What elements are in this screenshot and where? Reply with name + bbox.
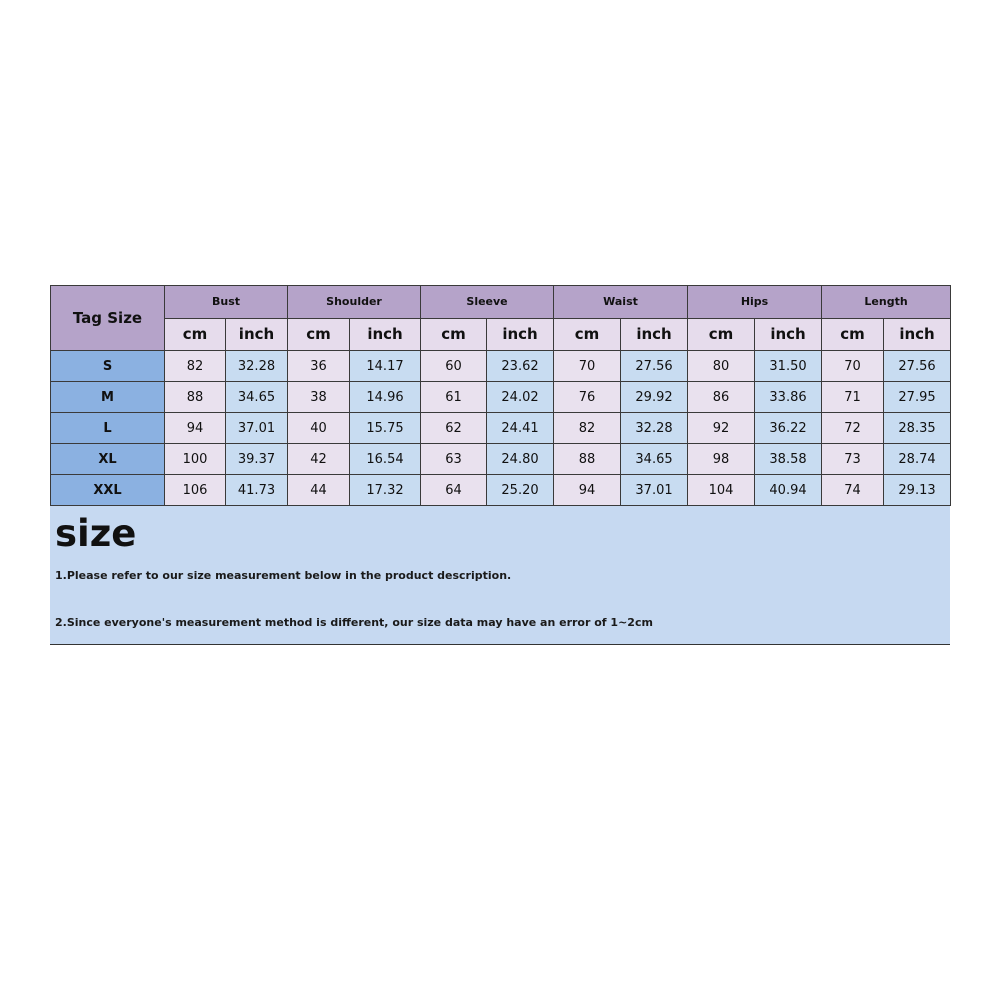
notes-title: size xyxy=(55,512,137,555)
cm-value-cell: 100 xyxy=(165,444,226,475)
unit-inch-header: inch xyxy=(226,318,288,351)
inch-value-cell: 17.32 xyxy=(350,475,421,506)
cm-value-cell: 98 xyxy=(688,444,755,475)
group-header-hips: Hips xyxy=(688,286,822,319)
cm-value-cell: 86 xyxy=(688,382,755,413)
inch-value-cell: 24.41 xyxy=(487,413,554,444)
unit-inch-header: inch xyxy=(487,318,554,351)
inch-value-cell: 36.22 xyxy=(755,413,822,444)
cm-value-cell: 60 xyxy=(421,351,487,382)
unit-cm-header: cm xyxy=(822,318,884,351)
group-header-waist: Waist xyxy=(554,286,688,319)
cm-value-cell: 36 xyxy=(288,351,350,382)
cm-value-cell: 94 xyxy=(165,413,226,444)
inch-value-cell: 28.74 xyxy=(884,444,951,475)
inch-value-cell: 27.56 xyxy=(884,351,951,382)
cm-value-cell: 62 xyxy=(421,413,487,444)
cm-value-cell: 94 xyxy=(554,475,621,506)
inch-value-cell: 14.17 xyxy=(350,351,421,382)
note-line-1: 1.Please refer to our size measurement below in the product description. xyxy=(55,569,512,582)
cm-value-cell: 92 xyxy=(688,413,755,444)
inch-value-cell: 24.80 xyxy=(487,444,554,475)
cm-value-cell: 44 xyxy=(288,475,350,506)
inch-value-cell: 34.65 xyxy=(621,444,688,475)
unit-cm-header: cm xyxy=(288,318,350,351)
group-header-sleeve: Sleeve xyxy=(421,286,554,319)
inch-value-cell: 37.01 xyxy=(621,475,688,506)
size-label: M xyxy=(51,382,165,413)
unit-inch-header: inch xyxy=(621,318,688,351)
inch-value-cell: 40.94 xyxy=(755,475,822,506)
inch-value-cell: 28.35 xyxy=(884,413,951,444)
note-line-2: 2.Since everyone's measurement method is different, our size data may have an error of 1~2cm xyxy=(55,616,653,629)
unit-header-row xyxy=(51,318,951,351)
cm-value-cell: 73 xyxy=(822,444,884,475)
inch-value-cell: 33.86 xyxy=(755,382,822,413)
unit-cm-header: cm xyxy=(688,318,755,351)
inch-value-cell: 27.95 xyxy=(884,382,951,413)
cm-value-cell: 82 xyxy=(554,413,621,444)
cm-value-cell: 74 xyxy=(822,475,884,506)
cm-value-cell: 106 xyxy=(165,475,226,506)
table-row xyxy=(51,413,951,444)
unit-cm-header: cm xyxy=(165,318,226,351)
size-label: XXL xyxy=(51,475,165,506)
size-label: L xyxy=(51,413,165,444)
group-header-bust: Bust xyxy=(165,286,288,319)
table-row xyxy=(51,351,951,382)
size-table xyxy=(50,285,951,506)
inch-value-cell: 15.75 xyxy=(350,413,421,444)
inch-value-cell: 23.62 xyxy=(487,351,554,382)
size-notes-panel xyxy=(50,506,950,645)
inch-value-cell: 39.37 xyxy=(226,444,288,475)
inch-value-cell: 34.65 xyxy=(226,382,288,413)
inch-value-cell: 27.56 xyxy=(621,351,688,382)
group-header-shoulder: Shoulder xyxy=(288,286,421,319)
inch-value-cell: 37.01 xyxy=(226,413,288,444)
inch-value-cell: 29.92 xyxy=(621,382,688,413)
cm-value-cell: 63 xyxy=(421,444,487,475)
table-row xyxy=(51,382,951,413)
cm-value-cell: 40 xyxy=(288,413,350,444)
tag-size-header: Tag Size xyxy=(51,286,165,351)
size-table-body xyxy=(51,351,951,506)
cm-value-cell: 64 xyxy=(421,475,487,506)
inch-value-cell: 32.28 xyxy=(621,413,688,444)
cm-value-cell: 88 xyxy=(554,444,621,475)
unit-cm-header: cm xyxy=(421,318,487,351)
table-row xyxy=(51,444,951,475)
inch-value-cell: 31.50 xyxy=(755,351,822,382)
inch-value-cell: 16.54 xyxy=(350,444,421,475)
unit-cm-header: cm xyxy=(554,318,621,351)
unit-inch-header: inch xyxy=(350,318,421,351)
cm-value-cell: 80 xyxy=(688,351,755,382)
unit-inch-header: inch xyxy=(755,318,822,351)
inch-value-cell: 29.13 xyxy=(884,475,951,506)
unit-inch-header: inch xyxy=(884,318,951,351)
table-row xyxy=(51,475,951,506)
group-header-row xyxy=(51,286,951,319)
inch-value-cell: 14.96 xyxy=(350,382,421,413)
cm-value-cell: 88 xyxy=(165,382,226,413)
size-label: XL xyxy=(51,444,165,475)
cm-value-cell: 70 xyxy=(822,351,884,382)
cm-value-cell: 76 xyxy=(554,382,621,413)
inch-value-cell: 25.20 xyxy=(487,475,554,506)
inch-value-cell: 32.28 xyxy=(226,351,288,382)
inch-value-cell: 38.58 xyxy=(755,444,822,475)
cm-value-cell: 82 xyxy=(165,351,226,382)
cm-value-cell: 61 xyxy=(421,382,487,413)
cm-value-cell: 71 xyxy=(822,382,884,413)
cm-value-cell: 42 xyxy=(288,444,350,475)
cm-value-cell: 72 xyxy=(822,413,884,444)
cm-value-cell: 70 xyxy=(554,351,621,382)
group-header-length: Length xyxy=(822,286,951,319)
cm-value-cell: 38 xyxy=(288,382,350,413)
cm-value-cell: 104 xyxy=(688,475,755,506)
inch-value-cell: 24.02 xyxy=(487,382,554,413)
size-chart xyxy=(50,285,950,645)
inch-value-cell: 41.73 xyxy=(226,475,288,506)
size-label: S xyxy=(51,351,165,382)
